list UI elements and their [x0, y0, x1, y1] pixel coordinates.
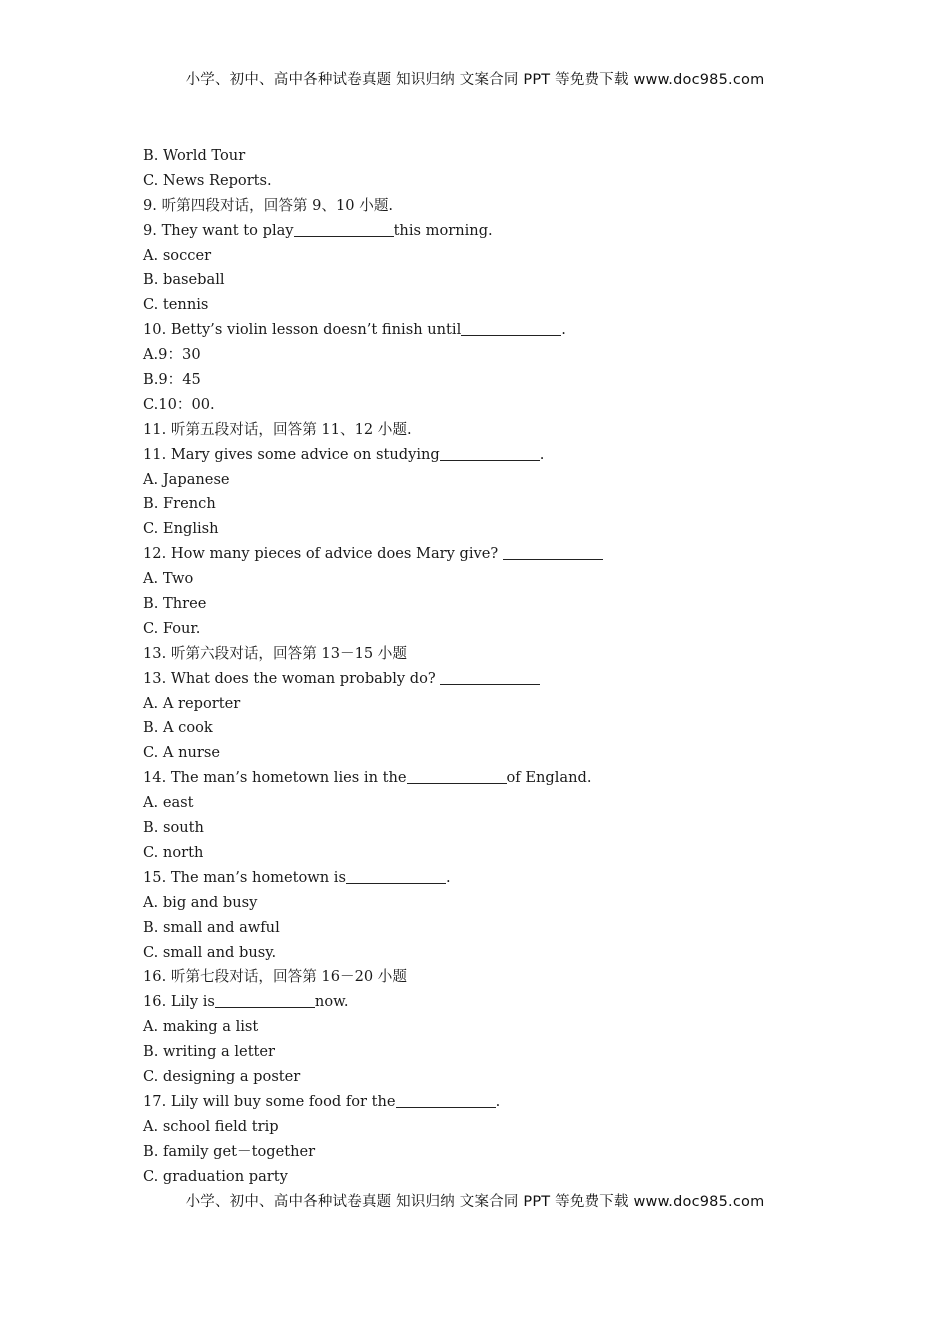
question-line: [143, 1065, 863, 1090]
line-text: B. baseball: [143, 271, 225, 289]
question-line: [143, 517, 863, 542]
line-text-after-blank: .: [561, 321, 566, 339]
question-line: [143, 692, 863, 717]
line-text: 17. Lily will buy some food for the: [143, 1092, 396, 1110]
question-line: [143, 542, 863, 567]
question-line: [143, 592, 863, 617]
question-line: [143, 965, 863, 990]
line-text: 11. Mary gives some advice on studying: [143, 445, 440, 463]
line-text: A. Two: [143, 570, 194, 588]
question-line: [143, 941, 863, 966]
answer-blank: [503, 544, 603, 560]
question-line: [143, 841, 863, 866]
line-text: 13. What does the woman probably do?: [143, 669, 441, 687]
question-line: [143, 169, 863, 194]
question-line: [143, 667, 863, 692]
answer-blank: [407, 768, 507, 784]
answer-blank: [346, 868, 446, 884]
line-text: B. Three: [143, 595, 207, 613]
answer-blank: [440, 669, 540, 685]
line-text-after-blank: .: [539, 445, 545, 463]
answer-blank: [294, 221, 394, 237]
question-line: [143, 144, 863, 169]
question-line: [143, 268, 863, 293]
line-text-after-blank: .: [495, 1092, 501, 1110]
question-line: [143, 716, 863, 741]
question-line: [143, 766, 863, 791]
line-text: 13. 听第六段对话，回答第 13－15 小题: [143, 644, 407, 662]
line-text: B. World Tour: [143, 147, 246, 164]
line-text: A. Japanese: [143, 470, 230, 488]
question-line: [143, 1015, 863, 1040]
question-line: [143, 741, 863, 766]
line-text: A. soccer: [143, 246, 212, 264]
question-line: [143, 194, 863, 219]
question-line: [143, 1040, 863, 1065]
question-line: [143, 293, 863, 318]
question-line: [143, 1165, 863, 1190]
question-list: [143, 144, 863, 1189]
line-text: 9. 听第四段对话，回答第 9、10 小题.: [143, 196, 394, 214]
question-line: [143, 219, 863, 244]
line-text: A. big and busy: [143, 893, 258, 911]
question-line: [143, 916, 863, 941]
question-line: [143, 418, 863, 443]
line-text: C. graduation party: [143, 1167, 288, 1185]
answer-blank: [396, 1092, 496, 1108]
line-text: 16. Lily is: [143, 993, 215, 1011]
question-line: [143, 1115, 863, 1140]
line-text: C.10：00.: [143, 395, 215, 413]
question-line: [143, 393, 863, 418]
question-line: [143, 990, 863, 1015]
line-text: 16. 听第七段对话，回答第 16－20 小题: [143, 968, 407, 986]
question-line: [143, 816, 863, 841]
question-line: [143, 791, 863, 816]
line-text: B. A cook: [143, 719, 213, 737]
line-text: A. school field trip: [143, 1117, 279, 1135]
line-text: C. small and busy.: [143, 943, 277, 961]
question-line: [143, 617, 863, 642]
line-text-after-blank: this morning.: [393, 221, 493, 239]
answer-blank: [215, 992, 315, 1008]
line-text: C. English: [143, 520, 219, 538]
question-line: [143, 1090, 863, 1115]
question-line: [143, 492, 863, 517]
line-text: C. News Reports.: [143, 171, 272, 189]
question-line: [143, 642, 863, 667]
page-header: 小学、初中、高中各种试卷真题 知识归纳 文案合同 PPT 等免费下载 www.doc985.com: [185, 72, 765, 88]
question-line: [143, 468, 863, 493]
question-line: [143, 866, 863, 891]
question-line: [143, 891, 863, 916]
line-text: 9. They want to play: [143, 221, 294, 239]
question-line: [143, 368, 863, 393]
question-line: [143, 443, 863, 468]
line-text-after-blank: now.: [314, 993, 349, 1011]
line-text: B. south: [143, 819, 204, 837]
line-text: B. French: [143, 495, 216, 513]
line-text-after-blank: of England.: [506, 769, 592, 787]
line-text: A. making a list: [143, 1018, 259, 1036]
line-text: C. A nurse: [143, 744, 221, 762]
page-footer: 小学、初中、高中各种试卷真题 知识归纳 文案合同 PPT 等免费下载 www.doc985.com: [185, 1194, 765, 1210]
line-text: B.9：45: [143, 371, 201, 389]
question-line: [143, 1140, 863, 1165]
line-text-after-blank: .: [445, 868, 451, 886]
answer-blank: [461, 320, 561, 336]
line-text: A.9：30: [143, 346, 201, 364]
line-text: 15. The man’s hometown is: [143, 868, 346, 886]
line-text: 10. Betty’s violin lesson doesn’t finish until: [143, 321, 462, 339]
line-text: B. writing a letter: [143, 1043, 276, 1061]
line-text: 11. 听第五段对话，回答第 11、12 小题.: [143, 420, 412, 438]
line-text: 12. How many pieces of advice does Mary give?: [143, 545, 503, 563]
answer-blank: [440, 445, 540, 461]
line-text: B. family get－together: [143, 1142, 316, 1160]
line-text: B. small and awful: [143, 918, 280, 936]
question-line: [143, 318, 863, 343]
line-text: C. north: [143, 843, 204, 861]
line-text: A. east: [143, 794, 194, 812]
line-text: C. tennis: [143, 296, 209, 314]
question-line: [143, 567, 863, 592]
question-line: [143, 244, 863, 269]
line-text: A. A reporter: [143, 694, 241, 712]
question-line: [143, 343, 863, 368]
line-text: 14. The man’s hometown lies in the: [143, 769, 407, 787]
line-text: C. Four.: [143, 619, 201, 637]
line-text: C. designing a poster: [143, 1067, 301, 1085]
